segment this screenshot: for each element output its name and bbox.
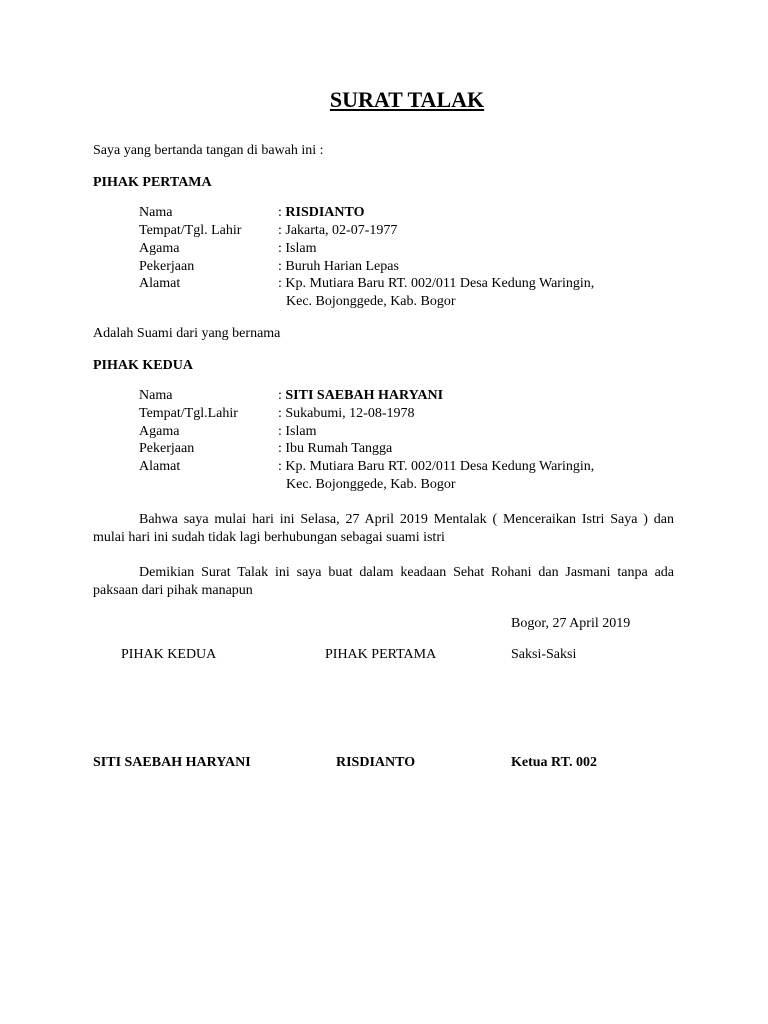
signature-name-saksi: Ketua RT. 002 bbox=[511, 755, 597, 770]
field-value: : Kp. Mutiara Baru RT. 002/011 Desa Kedung Waringin, bbox=[278, 276, 595, 291]
field-label: Nama bbox=[139, 205, 173, 220]
place-date: Bogor, 27 April 2019 bbox=[511, 616, 631, 631]
field-value: : Jakarta, 02-07-1977 bbox=[278, 223, 398, 238]
field-label: Alamat bbox=[139, 459, 181, 474]
document-title: SURAT TALAK bbox=[329, 87, 485, 112]
pihak-kedua-alamat-line2: Kec. Bojonggede, Kab. Bogor bbox=[286, 477, 456, 492]
signature-role-saksi: Saksi-Saksi bbox=[511, 647, 577, 662]
pihak-kedua-heading: PIHAK KEDUA bbox=[93, 358, 193, 373]
signature-name-pihak-kedua: SITI SAEBAH HARYANI bbox=[93, 755, 251, 770]
field-value: : Islam bbox=[278, 241, 317, 256]
field-label: Agama bbox=[139, 241, 180, 256]
field-value: : SITI SAEBAH HARYANI bbox=[278, 388, 444, 403]
field-label: Pekerjaan bbox=[139, 259, 195, 274]
paragraph-statement: Bahwa saya mulai hari ini Selasa, 27 April 2019 Mentalak ( Menceraikan Istri Saya ) dan mulai hari ini sudah tidak lagi berhubungan sebagai suami istri bbox=[93, 512, 674, 545]
signature-role-pihak-pertama: PIHAK PERTAMA bbox=[325, 647, 437, 662]
intro-text: Saya yang bertanda tangan di bawah ini : bbox=[93, 143, 324, 158]
pihak-pertama-alamat-line2: Kec. Bojonggede, Kab. Bogor bbox=[286, 294, 456, 309]
transition-text: Adalah Suami dari yang bernama bbox=[93, 326, 281, 341]
field-label: Pekerjaan bbox=[139, 441, 195, 456]
field-label: Alamat bbox=[139, 276, 181, 291]
signature-role-pihak-kedua: PIHAK KEDUA bbox=[121, 647, 217, 662]
field-value: : Buruh Harian Lepas bbox=[278, 259, 399, 274]
signature-name-pihak-pertama: RISDIANTO bbox=[336, 755, 416, 770]
field-value: : Sukabumi, 12-08-1978 bbox=[278, 406, 415, 421]
field-value: : Kp. Mutiara Baru RT. 002/011 Desa Kedung Waringin, bbox=[278, 459, 595, 474]
field-value: : Ibu Rumah Tangga bbox=[278, 441, 393, 456]
pihak-pertama-heading: PIHAK PERTAMA bbox=[93, 175, 212, 190]
field-label: Nama bbox=[139, 388, 173, 403]
field-value: : Islam bbox=[278, 424, 317, 439]
field-label: Tempat/Tgl.Lahir bbox=[139, 406, 238, 421]
field-label: Agama bbox=[139, 424, 180, 439]
field-value: : RISDIANTO bbox=[278, 205, 365, 220]
paragraph-closing: Demikian Surat Talak ini saya buat dalam keadaan Sehat Rohani dan Jasmani tanpa ada paksaan dari pihak manapun bbox=[93, 565, 674, 598]
field-label: Tempat/Tgl. Lahir bbox=[139, 223, 242, 238]
